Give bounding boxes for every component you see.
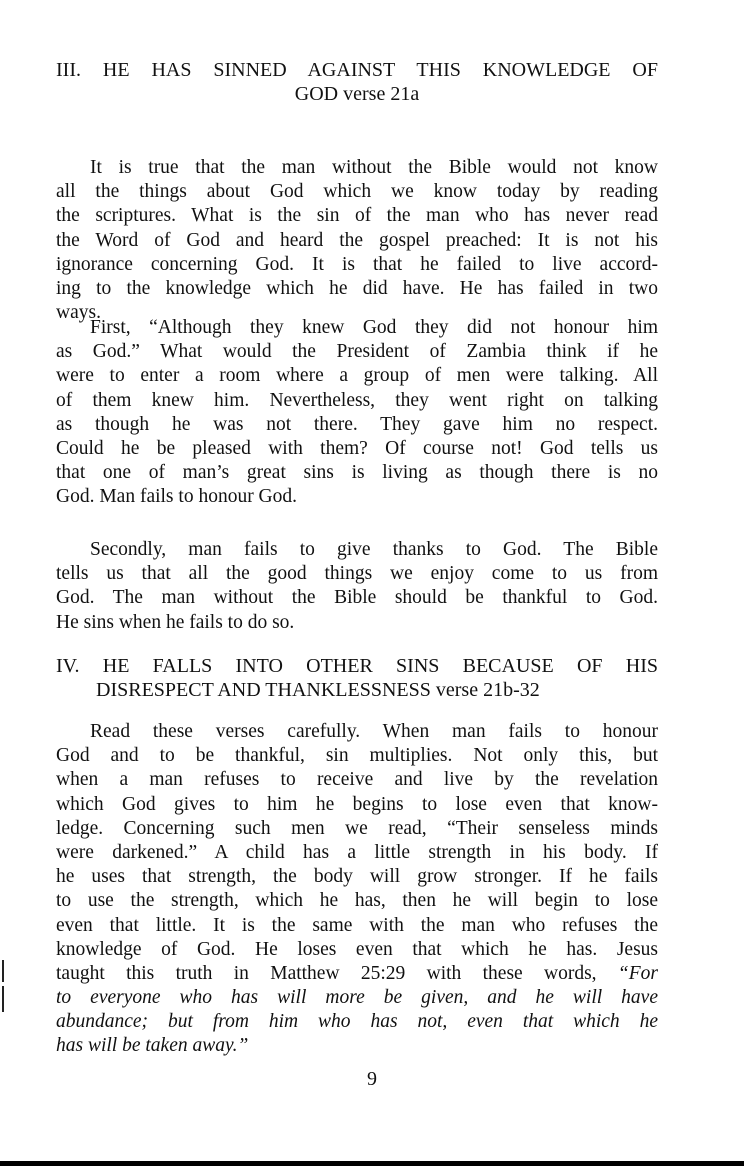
text-line: as God.” What would the President of Zambia think if he	[56, 341, 658, 363]
text-line: It is true that the man without the Bible would not know	[90, 157, 658, 178]
text-line: He sins when he fails to do so.	[56, 611, 295, 633]
paragraph-2	[56, 316, 658, 510]
text-line: tells us that all the good things we enjoy come to us from	[56, 563, 658, 585]
text-line: were to enter a room where a group of men were talking. All	[56, 365, 658, 387]
paragraph-1	[56, 156, 658, 325]
page-bottom-rule	[0, 1161, 744, 1166]
text-line: ways.	[56, 302, 101, 324]
text-line: ignorance concerning God. It is that he failed to live accord-	[56, 253, 658, 275]
margin-mark	[2, 986, 4, 1012]
text-line: the Word of God and heard the gospel preached: It is not his	[56, 229, 658, 251]
heading-line: GOD verse 21a	[294, 83, 420, 105]
text-line	[56, 962, 658, 986]
margin-mark	[2, 960, 4, 982]
text-line: Could he be pleased with them? Of course not! God tells us	[56, 437, 658, 459]
text-line: God. The man without the Bible should be thankful to God.	[56, 587, 658, 609]
text-line: to use the strength, which he has, then he will begin to lose	[56, 890, 658, 912]
heading-line: DISRESPECT AND THANKLESSNESS verse 21b-32	[96, 679, 540, 701]
heading-line: IV. HE FALLS INTO OTHER SINS BECAUSE OF HIS	[56, 655, 658, 677]
text-line: ledge. Concerning such men we read, “Their senseless minds	[56, 817, 658, 839]
text-line: has will be taken away.”	[56, 1035, 249, 1057]
text-line: the scriptures. What is the sin of the man who has never read	[56, 205, 658, 227]
heading-line: III. HE HAS SINNED AGAINST THIS KNOWLEDGE OF	[56, 59, 658, 81]
text-line: God. Man fails to honour God.	[56, 486, 298, 508]
text-line: First, “Although they knew God they did not honour him	[90, 317, 658, 338]
text-line: which God gives to him he begins to lose even that know-	[56, 793, 658, 815]
text-line: knowledge of God. He loses even that which he has. Jesus	[56, 938, 658, 960]
section-4-heading	[56, 654, 658, 702]
text-italic: “For	[617, 962, 658, 984]
text-line: Read these verses carefully. When man fails to honour	[90, 721, 658, 742]
text-line: when a man refuses to receive and live by the revelation	[56, 769, 658, 791]
text-line: as though he was not there. They gave him no respect.	[56, 413, 658, 435]
text-line: to everyone who has will more be given, and he will have	[56, 987, 658, 1009]
text-line: Secondly, man fails to give thanks to God. The Bible	[90, 539, 658, 560]
page-number: 9	[367, 1068, 377, 1090]
text-line: abundance; but from him who has not, even that which he	[56, 1011, 658, 1033]
section-3-heading	[56, 58, 658, 106]
text-line: God and to be thankful, sin multiplies. Not only this, but	[56, 745, 658, 767]
text-line: he uses that strength, the body will grow stronger. If he fails	[56, 866, 658, 888]
text-line: even that little. It is the same with the man who refuses the	[56, 914, 658, 936]
paragraph-3	[56, 538, 658, 635]
text-line: were darkened.” A child has a little strength in his body. If	[56, 841, 658, 863]
text-line: that one of man’s great sins is living as though there is no	[56, 462, 658, 484]
text-line: ing to the knowledge which he did have. He has failed in two	[56, 277, 658, 299]
paragraph-4	[56, 720, 658, 1059]
text-line: of them knew him. Nevertheless, they went right on talking	[56, 389, 658, 411]
text-normal: taught this truth in Matthew 25:29 with these words,	[56, 962, 618, 984]
text-line: all the things about God which we know today by reading	[56, 181, 658, 203]
